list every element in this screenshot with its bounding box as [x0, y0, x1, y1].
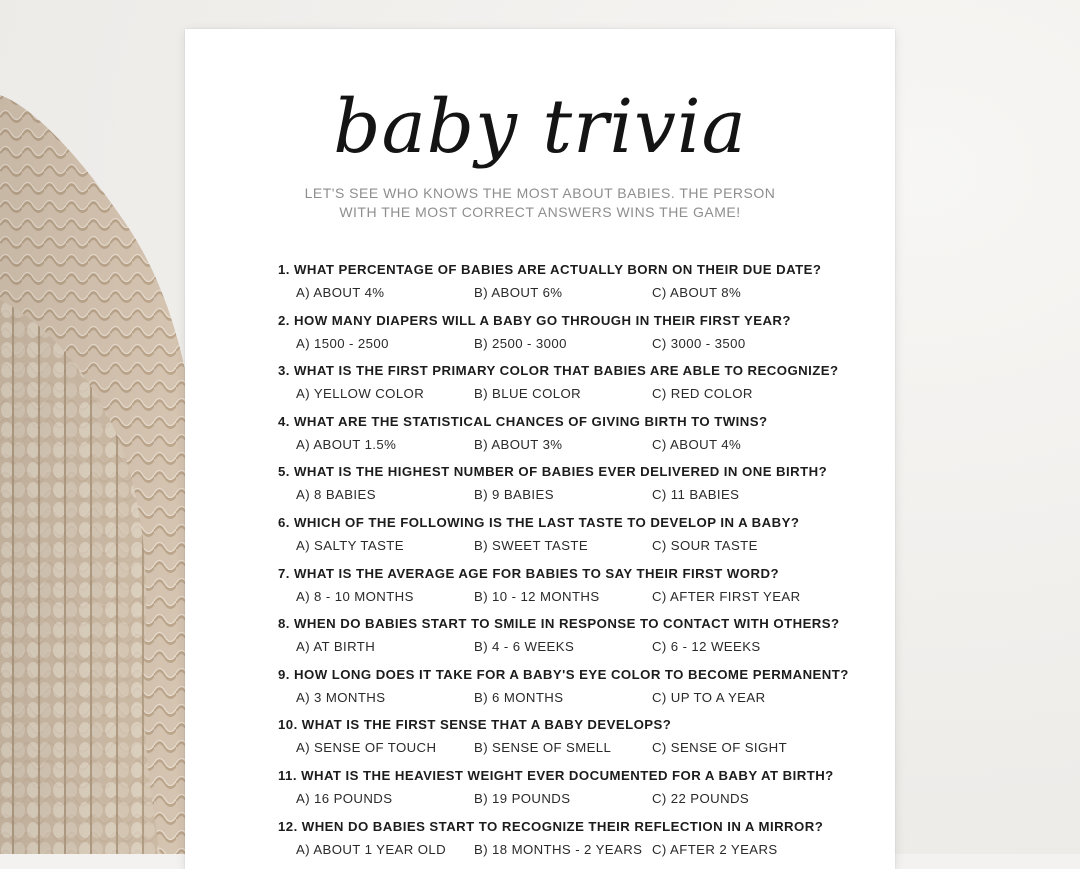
question-text: 8. WHEN DO BABIES START TO SMILE IN RESPONSE TO CONTACT WITH OTHERS?	[278, 616, 840, 632]
question-text: 4. WHAT ARE THE STATISTICAL CHANCES OF GIVING BIRTH TO TWINS?	[278, 413, 768, 429]
question-item	[278, 615, 878, 666]
question-item	[278, 312, 878, 363]
question-item	[278, 362, 878, 413]
answer-option-b: B) BLUE COLOR	[474, 386, 582, 402]
answer-option-c: C) UP TO A YEAR	[652, 689, 766, 705]
answer-option-c: C) SENSE OF SIGHT	[652, 740, 788, 756]
question-item	[278, 514, 878, 565]
answer-option-a: A) SENSE OF TOUCH	[296, 740, 437, 756]
answer-option-b: B) 10 - 12 MONTHS	[474, 588, 600, 604]
answer-option-b: B) 18 MONTHS - 2 YEARS	[474, 841, 643, 857]
question-item	[278, 261, 878, 312]
answer-option-b: B) 9 BABIES	[474, 487, 554, 503]
subtitle: LET'S SEE WHO KNOWS THE MOST ABOUT BABIES. THE PERSON WITH THE MOST CORRECT ANSWERS WINS THE GAME!	[304, 185, 776, 220]
question-text: 12. WHEN DO BABIES START TO RECOGNIZE THEIR REFLECTION IN A MIRROR?	[278, 818, 824, 834]
answer-option-a: A) ABOUT 4%	[296, 285, 385, 300]
question-text: 3. WHAT IS THE FIRST PRIMARY COLOR THAT BABIES ARE ABLE TO RECOGNIZE?	[278, 363, 839, 379]
question-item	[278, 666, 878, 717]
answer-option-b: B) SENSE OF SMELL	[474, 740, 612, 756]
answer-option-c: C) 6 - 12 WEEKS	[652, 639, 761, 655]
answer-option-c: C) SOUR TASTE	[652, 537, 758, 553]
question-item	[278, 716, 878, 767]
question-text: 7. WHAT IS THE AVERAGE AGE FOR BABIES TO SAY THEIR FIRST WORD?	[278, 565, 779, 581]
page-title: baby trivia	[333, 84, 747, 170]
answer-option-c: C) ABOUT 8%	[652, 285, 742, 300]
answer-option-a: A) 8 - 10 MONTHS	[296, 588, 414, 604]
question-text: 6. WHICH OF THE FOLLOWING IS THE LAST TASTE TO DEVELOP IN A BABY?	[278, 514, 800, 530]
title-area	[185, 77, 895, 187]
question-item	[278, 818, 878, 869]
question-text: 9. HOW LONG DOES IT TAKE FOR A BABY'S EYE COLOR TO BECOME PERMANENT?	[278, 666, 849, 682]
answer-option-b: B) ABOUT 3%	[474, 436, 563, 452]
question-text: 5. WHAT IS THE HIGHEST NUMBER OF BABIES EVER DELIVERED IN ONE BIRTH?	[278, 464, 828, 480]
answer-option-a: A) ABOUT 1.5%	[296, 436, 397, 452]
answer-option-b: B) SWEET TASTE	[474, 537, 589, 553]
answer-option-b: B) 4 - 6 WEEKS	[474, 639, 575, 655]
question-item	[278, 463, 878, 514]
question-item	[278, 565, 878, 616]
answer-option-c: C) RED COLOR	[652, 386, 753, 402]
answer-option-a: A) ABOUT 1 YEAR OLD	[296, 841, 447, 857]
question-text: 10. WHAT IS THE FIRST SENSE THAT A BABY DEVELOPS?	[278, 717, 672, 733]
question-text: 2. HOW MANY DIAPERS WILL A BABY GO THROUGH IN THEIR FIRST YEAR?	[278, 312, 791, 328]
answer-option-c: C) AFTER FIRST YEAR	[652, 588, 801, 604]
answer-option-c: C) 11 BABIES	[652, 487, 740, 503]
answer-option-a: A) 1500 - 2500	[296, 335, 389, 351]
question-item	[278, 767, 878, 818]
answer-option-c: C) AFTER 2 YEARS	[652, 841, 778, 857]
answer-option-a: A) YELLOW COLOR	[296, 386, 425, 402]
answer-option-a: A) AT BIRTH	[296, 639, 376, 655]
answer-option-a: A) SALTY TASTE	[296, 537, 404, 553]
answer-option-c: C) 22 POUNDS	[652, 790, 750, 806]
answer-option-a: A) 3 MONTHS	[296, 689, 386, 705]
answer-option-b: B) 6 MONTHS	[474, 689, 564, 705]
question-text: 1. WHAT PERCENTAGE OF BABIES ARE ACTUALLY BORN ON THEIR DUE DATE?	[278, 262, 822, 277]
answer-option-a: A) 16 POUNDS	[296, 790, 393, 806]
answer-option-a: A) 8 BABIES	[296, 487, 376, 503]
answer-option-b: B) ABOUT 6%	[474, 285, 563, 300]
question-text: 11. WHAT IS THE HEAVIEST WEIGHT EVER DOCUMENTED FOR A BABY AT BIRTH?	[278, 767, 834, 783]
answer-option-c: C) ABOUT 4%	[652, 436, 742, 452]
question-list	[278, 261, 878, 868]
answer-option-b: B) 2500 - 3000	[474, 335, 567, 351]
question-item	[278, 413, 878, 464]
answer-option-c: C) 3000 - 3500	[652, 335, 746, 351]
answer-option-b: B) 19 POUNDS	[474, 790, 571, 806]
trivia-sheet	[185, 29, 895, 869]
